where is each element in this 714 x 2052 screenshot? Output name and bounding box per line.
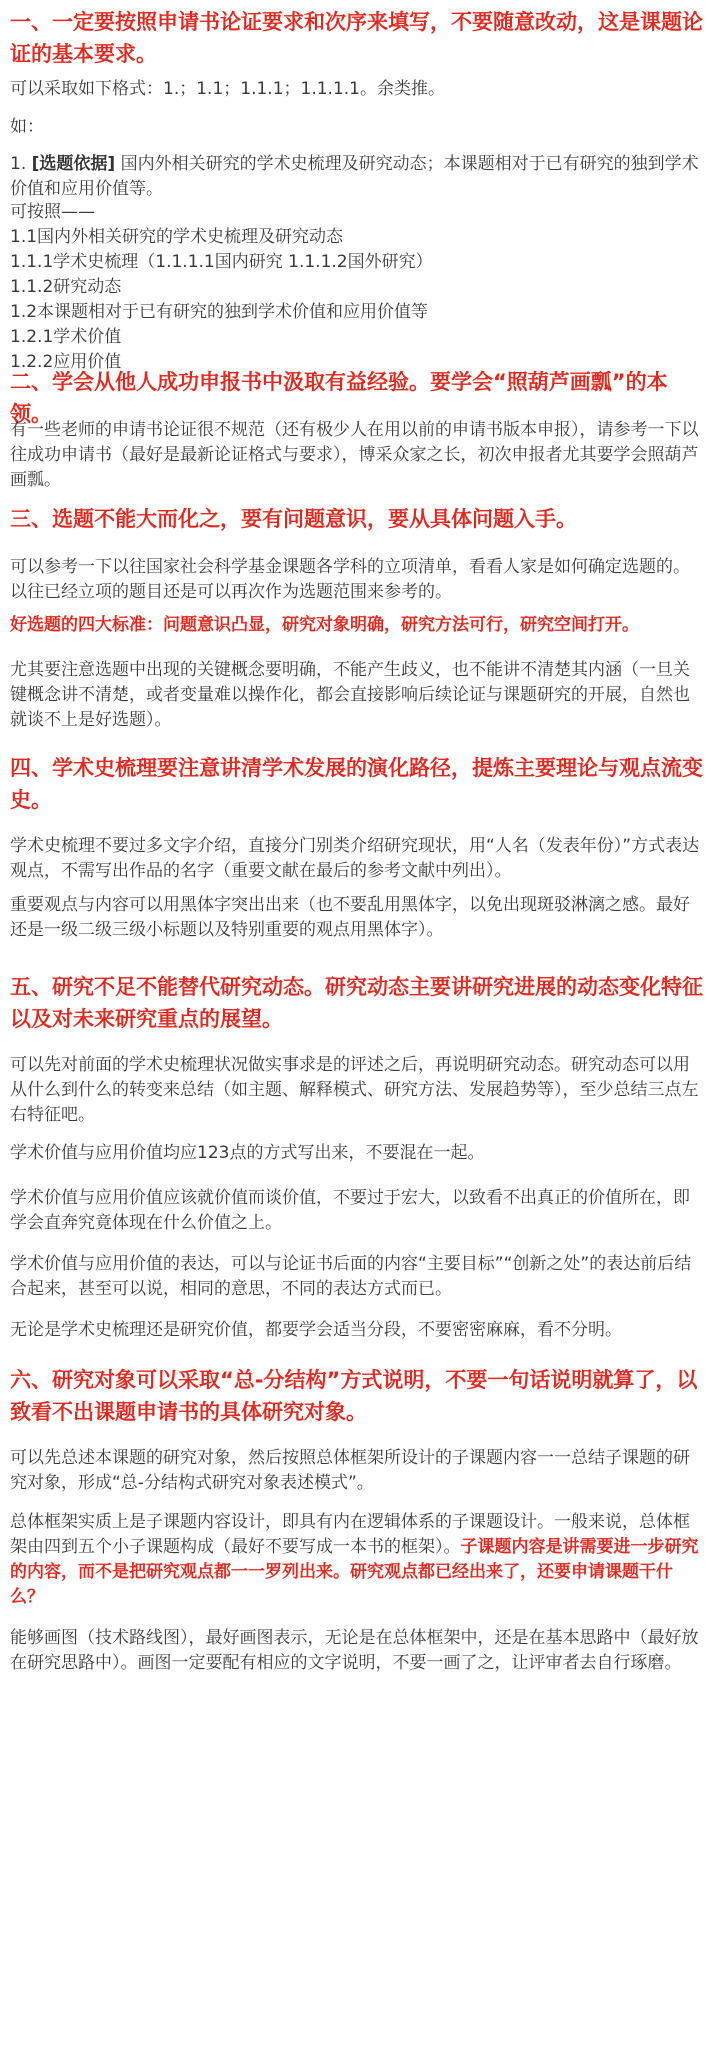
- section-6-heading: 六、研究对象可以采取“总-分结构”方式说明，不要一句话说明就算了，以致看不出课题申请书的具体研究对象。: [10, 1368, 698, 1424]
- section-6-paragraph-2: [10, 1510, 706, 1610]
- section-3-standard: 好选题的四大标准：问题意识凸显，研究对象明确，研究方法可行，研究空间打开。: [10, 615, 639, 635]
- section-3-paragraph-1: 可以参考一下以往国家社会科学基金课题各学科的立项清单，看看人家是如何确定选题的。以往已经立项的题目还是可以再次作为选题范围来参考的。: [10, 557, 690, 602]
- paragraph-highlight-text: 子课题内容是讲需要进一步研究的内容，而不是把研究观点都一一罗列出来。研究观点都已经出来了，还要申请课题干什么？: [10, 1537, 699, 1607]
- section-1-format-paragraph: 可以采取如下格式：1.；1.1；1.1.1；1.1.1.1。余类推。: [10, 79, 445, 99]
- section-4-paragraph-2: 重要观点与内容可以用黑体字突出出来（也不要乱用黑体字，以免出现斑驳淋漓之感。最好还是一级二级三级小标题以及特别重要的观点用黑体字）。: [10, 895, 690, 940]
- section-5-paragraph-1: 可以先对前面的学术史梳理状况做实事求是的评述之后，再说明研究动态。研究动态可以用从什么到什么的转变来总结（如主题、解释模式、研究方法、发展趋势等），至少总结三点左右特征吧。: [10, 1055, 699, 1125]
- outline-line: 1.2本课题相对于已有研究的独到学术价值和应用价值等: [10, 302, 429, 322]
- section-5-heading: 五、研究不足不能替代研究动态。研究动态主要讲研究进展的动态变化特征以及对未来研究重点的展望。: [10, 975, 703, 1031]
- outline-line: 1.1.2研究动态: [10, 277, 122, 297]
- section-1-example-paragraph: [10, 152, 706, 202]
- outline-line: 1.2.1学术价值: [10, 327, 122, 347]
- section-5-paragraph-4: 学术价值与应用价值的表达，可以与论证书后面的内容“主要目标”“创新之处”的表达前后结合起来，甚至可以说，相同的意思，不同的表达方式而已。: [10, 1254, 692, 1299]
- example-bold-label: [选题依据]: [31, 154, 116, 174]
- section-3-heading: 三、选题不能大而化之，要有问题意识，要从具体问题入手。: [10, 507, 577, 531]
- section-2-heading: 二、学会从他人成功申报书中汲取有益经验。要学会“照葫芦画瓢”的本领。: [10, 370, 668, 426]
- paragraph-normal-text: 总体框架实质上是子课题内容设计，即具有内在逻辑体系的子课题设计。一般来说，总体框架由四到五个小子课题构成（最好不要写成一本书的框架）。: [10, 1512, 690, 1557]
- outline-line: 1.1国内外相关研究的学术史梳理及研究动态: [10, 227, 344, 247]
- section-5-paragraph-5: 无论是学术史梳理还是研究价值，都要学会适当分段，不要密密麻麻，看不分明。: [10, 1320, 622, 1340]
- section-5-paragraph-3: 学术价值与应用价值应该就价值而谈价值，不要过于宏大，以致看不出真正的价值所在，即学会直奔究竟体现在什么价值之上。: [10, 1188, 690, 1233]
- outline-line: 1.1.1学术史梳理（1.1.1.1国内研究 1.1.1.2国外研究）: [10, 252, 433, 272]
- section-1-outline-list: [10, 200, 706, 375]
- example-number: 1.: [10, 154, 27, 174]
- section-5-paragraph-2: 学术价值与应用价值均应123点的方式写出来，不要混在一起。: [10, 1143, 485, 1163]
- section-3-paragraph-2: 尤其要注意选题中出现的关键概念要明确，不能产生歧义，也不能讲不清楚其内涵（一旦关键概念讲不清楚，或者变量难以操作化，都会直接影响后续论证与课题研究的开展，自然也就谈不上是好选题）。: [10, 660, 690, 730]
- section-1-heading: 一、一定要按照申请书论证要求和次序来填写，不要随意改动，这是课题论证的基本要求。: [10, 10, 703, 66]
- section-2-paragraph: 有一些老师的申请书论证很不规范（还有极少人在用以前的申请书版本申报），请参考一下以往成功申请书（最好是最新论证格式与要求），博采众家之长，初次申报者尤其要学会照葫芦画瓢。: [10, 420, 699, 490]
- section-6-paragraph-3: 能够画图（技术路线图），最好画图表示，无论是在总体框架中，还是在基本思路中（最好放在研究思路中）。画图一定要配有相应的文字说明，不要一画了之，让评审者去自行琢磨。: [10, 1628, 699, 1673]
- section-6-paragraph-1: 可以先总述本课题的研究对象，然后按照总体框架所设计的子课题内容一一总结子课题的研究对象，形成“总-分结构式研究对象表述模式”。: [10, 1448, 690, 1493]
- section-4-paragraph-1: 学术史梳理不要过多文字介绍，直接分门别类介绍研究现状，用“人名（发表年份）”方式表达观点，不需写出作品的名字（重要文献在最后的参考文献中列出）。: [10, 836, 700, 881]
- section-1-example-intro: 如：: [10, 117, 44, 137]
- outline-line: 可按照——: [10, 202, 95, 222]
- section-4-heading: 四、学术史梳理要注意讲清学术发展的演化路径，提炼主要理论与观点流变史。: [10, 756, 703, 812]
- outline-line: 1.2.2应用价值: [10, 352, 122, 372]
- example-text: 国内外相关研究的学术史梳理及研究动态；本课题相对于已有研究的独到学术价值和应用价值等。: [10, 154, 699, 199]
